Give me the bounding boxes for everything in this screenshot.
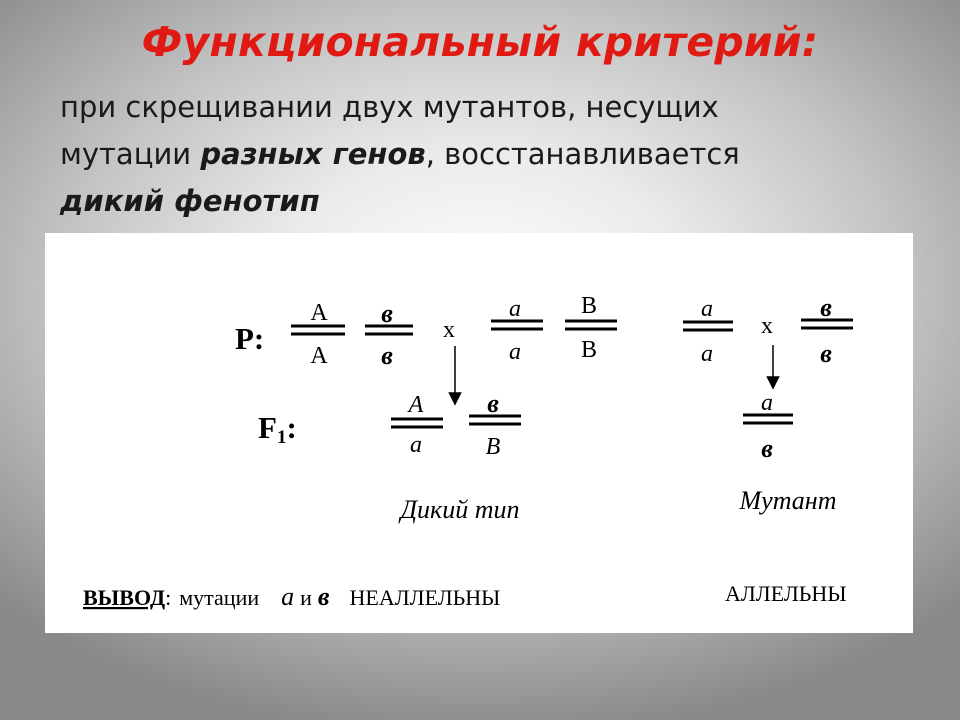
crossing-diagram: [45, 233, 913, 633]
conclusion-symbol-a: a: [281, 582, 295, 611]
f1-genotype-av: [743, 390, 793, 463]
allele-bottom: A: [310, 343, 328, 369]
allele-bottom: в: [820, 339, 832, 368]
f1-colon: :: [286, 410, 297, 445]
allele-bottom: в: [381, 341, 393, 370]
slide-description: [60, 84, 920, 225]
f1-letter: F: [258, 410, 277, 445]
allele-bottom: a: [701, 341, 713, 367]
conclusion-nonallelic: НЕАЛЛЕЛЬНЫ: [349, 585, 501, 610]
allele-top: B: [580, 293, 598, 319]
allele-top: A: [310, 300, 328, 326]
cross-sign: x: [761, 313, 773, 339]
diagram-canvas: [45, 233, 913, 633]
conclusion-colon: :: [165, 585, 172, 610]
description-text: мутации: [60, 137, 201, 171]
allele-top: в: [820, 293, 832, 322]
allele-top: a: [701, 296, 713, 322]
conclusion-label: ВЫВОД: [83, 585, 166, 610]
f1-label: [258, 410, 297, 448]
allele-bottom: a: [410, 432, 422, 458]
genotype-aa-2: [683, 296, 733, 367]
genotype-aa: [491, 296, 543, 365]
allele-bottom: B: [485, 434, 501, 460]
parents-label: P:: [235, 321, 265, 356]
caption-mutant: Мутант: [739, 486, 837, 515]
conclusion-allelic: АЛЛЕЛЬНЫ: [725, 581, 847, 606]
allele-bottom: в: [761, 434, 773, 463]
description-line-1: при скрещивании двух мутантов, несущих: [60, 90, 719, 124]
slide-title: Функциональный критерий:: [141, 18, 819, 66]
conclusion-text: мутации: [179, 585, 260, 610]
f1-genotype-vB: [469, 389, 521, 460]
emphasis-wild-phenotype: дикий фенотип: [60, 184, 320, 218]
allele-top: a: [509, 296, 521, 322]
allele-bottom: a: [509, 339, 521, 365]
conclusion-and: и: [300, 585, 312, 610]
conclusion-symbol-v: в: [317, 582, 330, 611]
genotype-AA: [291, 300, 345, 369]
genotype-BB: [565, 293, 617, 363]
emphasis-different-genes: разных генов: [200, 137, 426, 171]
cross-sign: x: [443, 317, 455, 343]
caption-wild-type: Дикий тип: [400, 495, 520, 524]
genotype-vv: [365, 299, 413, 370]
f1-subscript: 1: [276, 427, 287, 448]
allele-top: в: [381, 299, 393, 328]
f1-genotype-Aa: [391, 392, 443, 458]
description-text: , восстанавливается: [425, 137, 740, 171]
allele-top: в: [487, 389, 499, 418]
description-line-2: [60, 131, 920, 178]
allele-top: A: [408, 392, 424, 418]
conclusion-line: [83, 582, 500, 611]
allele-top: a: [761, 390, 773, 416]
genotype-vv-2: [801, 293, 853, 368]
allele-bottom: B: [580, 337, 598, 363]
